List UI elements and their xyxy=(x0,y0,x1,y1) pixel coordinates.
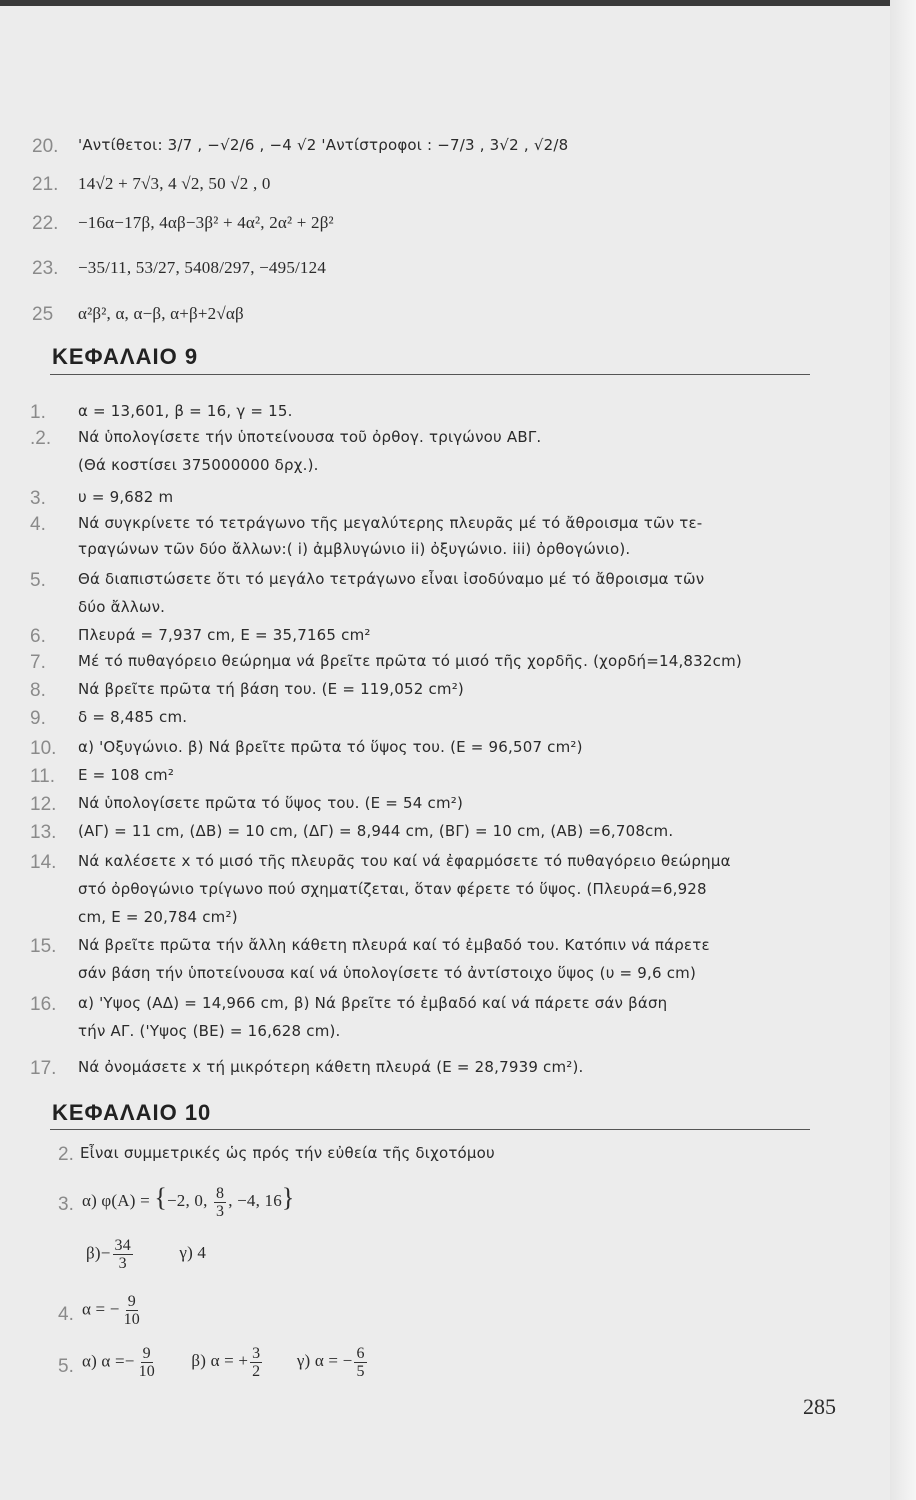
part-a-prefix: α) α =− xyxy=(82,1351,135,1371)
ch9-answer xyxy=(0,790,916,820)
fraction xyxy=(137,1345,157,1380)
answer-text: −35/11, 53/27, 5408/297, −495/124 xyxy=(78,258,327,277)
fraction-numerator: 3 xyxy=(252,1345,261,1362)
answer-number: 8. xyxy=(30,680,46,701)
ch9-answer xyxy=(0,676,916,706)
ch9-answer xyxy=(0,932,916,962)
answer-text: α) 'Οξυγώνιο. β) Νά βρεῖτε πρῶτα τό ὕψος του. (Ε = 96,507 cm²) xyxy=(78,738,583,756)
answer-text xyxy=(82,1183,295,1220)
ch9-answer xyxy=(0,990,916,1020)
ch9-answer-continuation xyxy=(0,536,916,566)
answer-number: 11. xyxy=(30,766,56,787)
answer-text: δ = 8,485 cm. xyxy=(78,708,188,726)
ch10-answer-5 xyxy=(0,1340,916,1390)
ch9-answer-continuation xyxy=(0,452,916,482)
answer-number: 17. xyxy=(30,1058,57,1079)
ch10-answer-4 xyxy=(0,1288,916,1338)
fraction-numerator: 9 xyxy=(142,1345,151,1362)
answer-text: (ΑΓ) = 11 cm, (ΔΒ) = 10 cm, (ΔΓ) = 8,944 cm, (ΒΓ) = 10 cm, (ΑΒ) =6,708cm. xyxy=(78,822,674,840)
answer-22 xyxy=(0,211,916,241)
answer-number: 16. xyxy=(30,994,57,1015)
fraction-denominator: 3 xyxy=(216,1202,225,1220)
fraction xyxy=(250,1345,262,1380)
fraction xyxy=(122,1293,142,1328)
ch9-answer-continuation xyxy=(0,876,916,906)
answer-text xyxy=(82,1293,144,1328)
ch9-answer-continuation xyxy=(0,960,916,990)
answer-20 xyxy=(0,132,916,162)
answer-text: τήν ΑΓ. ('Υψος (ΒΕ) = 16,628 cm). xyxy=(78,1022,341,1040)
answer-number: 20. xyxy=(32,136,59,157)
answer-text: cm, Ε = 20,784 cm²) xyxy=(78,908,238,926)
ch9-answer xyxy=(0,704,916,734)
answer-text: Ε = 108 cm² xyxy=(78,766,175,784)
answer-number: .2. xyxy=(30,428,52,449)
answer-text xyxy=(82,1345,369,1380)
answer-text: στό ὀρθογώνιο τρίγωνο πού σχηματίζεται, ὅταν φέρετε τό ὕψος. (Πλευρά=6,928 xyxy=(78,880,707,898)
answer-text: Νά ὑπολογίσετε πρῶτα τό ὕψος του. (Ε = 54 cm²) xyxy=(78,794,464,812)
answer-text: Πλευρά = 7,937 cm, Ε = 35,7165 cm² xyxy=(78,626,371,644)
answer-number: 2. xyxy=(58,1144,74,1165)
answer-number: 14. xyxy=(30,852,57,873)
set-brace-close: } xyxy=(281,1183,295,1212)
answer-text: α = 13,601, β = 16, γ = 15. xyxy=(78,402,293,420)
ch9-answer-continuation xyxy=(0,594,916,624)
answer-number: 5. xyxy=(58,1356,74,1377)
ch9-answer-continuation xyxy=(0,1018,916,1048)
fraction-denominator: 2 xyxy=(252,1363,261,1380)
ch9-answer xyxy=(0,566,916,596)
fraction-numerator: 9 xyxy=(127,1293,136,1310)
answer-text xyxy=(86,1237,206,1272)
answer-number: 22. xyxy=(32,213,59,234)
answer-text: σάν βάση τήν ὑποτείνουσα καί νά ὑπολογίσετε τό ἀντίστοιχο ὕψος (υ = 9,6 cm) xyxy=(78,964,697,982)
fraction-numerator: 6 xyxy=(356,1345,365,1362)
part-a-label: α) φ(Α) = xyxy=(82,1191,155,1210)
ch10-answer-2 xyxy=(0,1140,916,1170)
answer-text: Θά διαπιστώσετε ὅτι τό μεγάλο τετράγωνο εἶναι ἰσοδύναμο μέ τό ἄθροισμα τῶν xyxy=(78,570,705,588)
part-c-text: γ) 4 xyxy=(179,1243,207,1263)
fraction-numerator: 8 xyxy=(216,1184,225,1202)
answer-number: 13. xyxy=(30,822,57,843)
set-brace-open: { xyxy=(154,1183,168,1212)
answer-text: 'Αντίθετοι: 3/7 , −√2/6 , −4 √2 'Αντίστροφοι : −7/3 , 3√2 , √2/8 xyxy=(78,136,569,154)
ch9-answer xyxy=(0,762,916,792)
answer-number: 7. xyxy=(30,652,46,673)
answer-number: 12. xyxy=(30,794,57,815)
answer-text: α²β², α, α−β, α+β+2√αβ xyxy=(78,304,244,323)
answer-number: 9. xyxy=(30,708,46,729)
answer-number: 25 xyxy=(32,304,54,325)
fraction xyxy=(214,1185,226,1220)
answer-number: 15. xyxy=(30,936,57,957)
ch9-answer xyxy=(0,818,916,848)
answer-text: Νά συγκρίνετε τό τετράγωνο τῆς μεγαλύτερης πλευρᾶς μέ τό ἄθροισμα τῶν τε- xyxy=(78,514,703,532)
answer-text: −16α−17β, 4αβ−3β² + 4α², 2α² + 2β² xyxy=(78,213,334,232)
answer-number: 3. xyxy=(58,1194,74,1215)
answer-number: 4. xyxy=(30,514,46,535)
fraction-numerator: 34 xyxy=(114,1237,131,1254)
ch9-answer xyxy=(0,848,916,878)
answer-text: τραγώνων τῶν δύο ἄλλων:( i) ἀμβλυγώνιο ii) ὀξυγώνιο. iii) ὀρθογώνιο). xyxy=(78,540,631,558)
fraction xyxy=(354,1345,366,1380)
answer-text: (Θά κοστίσει 375000000 δρχ.). xyxy=(78,456,319,474)
answer-21 xyxy=(0,172,916,202)
answer-text: Νά καλέσετε x τό μισό τῆς πλευρᾶς του καί νά ἐφαρμόσετε τό πυθαγόρειο θεώρημα xyxy=(78,852,731,870)
answer-number: 23. xyxy=(32,258,59,279)
answer-number: 5. xyxy=(30,570,46,591)
answer-number: 10. xyxy=(30,738,57,759)
answer-prefix: α = − xyxy=(82,1299,120,1319)
answer-text: Μέ τό πυθαγόρειο θεώρημα νά βρεῖτε πρῶτα τό μισό τῆς χορδῆς. (χορδή=14,832cm) xyxy=(78,652,742,670)
part-c-prefix: γ) α = − xyxy=(296,1351,353,1371)
page-top-band xyxy=(0,0,916,6)
answer-text: υ = 9,682 m xyxy=(78,488,174,506)
ch9-answer-continuation xyxy=(0,904,916,934)
ch9-answer xyxy=(0,648,916,678)
fraction xyxy=(113,1237,133,1272)
ch10-answer-3a xyxy=(0,1178,916,1228)
set-part-b: , −4, 16 xyxy=(228,1191,282,1210)
chapter-9-heading: ΚΕΦΑΛΑΙΟ 9 xyxy=(52,344,199,369)
ch10-answer-3b xyxy=(0,1232,916,1282)
part-b-label: β)− xyxy=(86,1243,111,1263)
answer-text: δύο ἄλλων. xyxy=(78,598,166,616)
answer-text: Νά βρεῖτε πρῶτα τήν ἄλλη κάθετη πλευρά καί τό ἐμβαδό του. Κατόπιν νά πάρετε xyxy=(78,936,710,954)
answer-text: 14√2 + 7√3, 4 √2, 50 √2 , 0 xyxy=(78,174,271,193)
answer-23 xyxy=(0,256,916,286)
ch9-answer xyxy=(0,1054,916,1084)
fraction-denominator: 10 xyxy=(138,1363,155,1380)
set-part-a: −2, 0, xyxy=(167,1191,208,1210)
answer-text: α) 'Υψος (ΑΔ) = 14,966 cm, β) Νά βρεῖτε τό ἐμβαδό καί νά πάρετε σάν βάση xyxy=(78,994,668,1012)
part-b-prefix: β) α = + xyxy=(191,1351,249,1371)
answer-25 xyxy=(0,302,916,332)
answer-number: 3. xyxy=(30,488,46,509)
chapter-9-rule xyxy=(50,374,810,375)
chapter-10-rule xyxy=(50,1129,810,1130)
answer-number: 21. xyxy=(32,174,59,195)
answer-number: 1. xyxy=(30,402,46,423)
fraction-denominator: 3 xyxy=(118,1255,127,1272)
answer-text: Νά ὀνομάσετε x τή μικρότερη κάθετη πλευρά (Ε = 28,7939 cm²). xyxy=(78,1058,584,1076)
fraction-denominator: 5 xyxy=(356,1363,365,1380)
answer-text: Εἶναι συμμετρικές ὡς πρός τήν εὐθεία τῆς διχοτόμου xyxy=(80,1144,495,1162)
answer-number: 6. xyxy=(30,626,46,647)
chapter-10-heading: ΚΕΦΑΛΑΙΟ 10 xyxy=(52,1100,212,1125)
ch9-answer xyxy=(0,734,916,764)
answer-text: Νά ὑπολογίσετε τήν ὑποτείνουσα τοῦ ὀρθογ. τριγώνου ΑΒΓ. xyxy=(78,428,542,446)
fraction-denominator: 10 xyxy=(123,1311,140,1328)
ch9-answer xyxy=(0,424,916,454)
page-number: 285 xyxy=(803,1394,836,1419)
answer-text: Νά βρεῖτε πρῶτα τή βάση του. (Ε = 119,052 cm²) xyxy=(78,680,464,698)
answer-number: 4. xyxy=(58,1304,74,1325)
